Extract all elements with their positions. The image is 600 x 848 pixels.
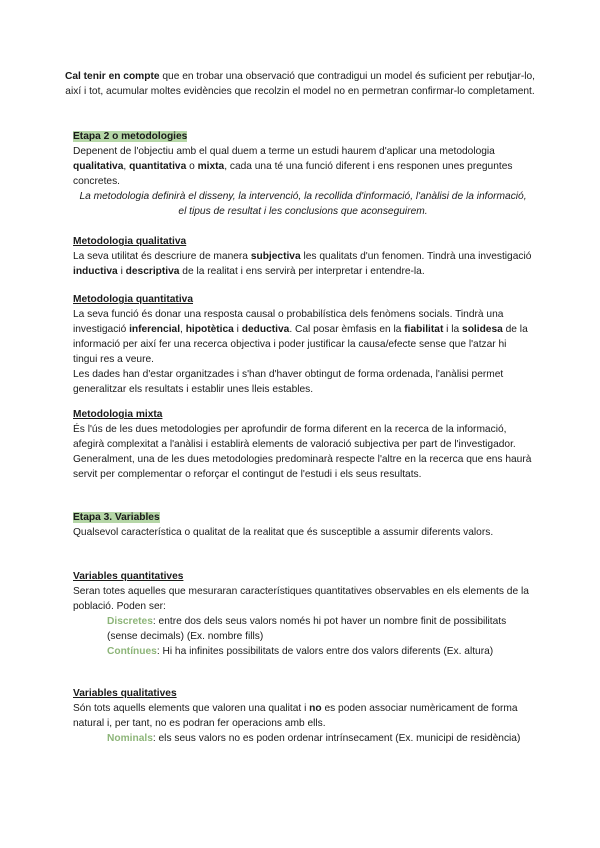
bold-term: inferencial xyxy=(129,324,181,335)
heading-etapa-2: Etapa 2 o metodologies xyxy=(73,131,188,142)
continues-label: Contínues xyxy=(107,646,157,657)
bold-term: solidesa xyxy=(462,324,503,335)
bold-term: hipotètica xyxy=(185,324,234,335)
section-qualitativa xyxy=(73,234,533,279)
heading-etapa-3: Etapa 3. Variables xyxy=(73,512,160,523)
bold-term: no xyxy=(309,703,322,714)
bold-term: fiabilitat xyxy=(404,324,444,335)
nominals-item xyxy=(73,731,533,746)
section-variables-quantitatives xyxy=(73,569,533,659)
intro-text: que en trobar una observació que contradigui un model és suficient per rebutjar-lo, així i tot, acumular moltes evidències que recolzin el model no en permetran confirmar-lo completament. xyxy=(65,71,535,97)
text-run: les qualitats d'un fenomen. Tindrà una investigació xyxy=(300,251,532,262)
discretes-label: Discretes xyxy=(107,616,153,627)
section-quantitativa xyxy=(73,292,533,397)
text-run: i xyxy=(233,324,242,335)
text-run: Depenent de l'objectiu amb el qual duem a terme un estudi haurem d'aplicar una metodologia xyxy=(73,146,495,157)
mixta-paragraph-1: És l'ús de les dues metodologies per aprofundir de forma diferent en la recerca de la informació, afegirà complexitat a l'anàlisi i establirà elements de valoració subjectiva per part de l'investigador. xyxy=(73,424,516,450)
bold-term: deductiva xyxy=(241,324,290,335)
text-run: , xyxy=(123,161,130,172)
text-run: , xyxy=(180,324,186,335)
variables-quantitatives-paragraph: Seran totes aquelles que mesuraran característiques quantitatives observables en els elements de la població. Poden ser: xyxy=(73,586,529,612)
intro-bold: Cal tenir en compte xyxy=(64,71,160,82)
heading-variables-qualitatives: Variables qualitatives xyxy=(73,688,177,699)
section-etapa-3 xyxy=(73,510,533,540)
text-run: : els seus valors no es poden ordenar intrínsecament (Ex. municipi de residència) xyxy=(152,733,521,744)
discretes-item xyxy=(73,614,533,644)
etapa-2-paragraph xyxy=(73,144,533,189)
text-run: La seva utilitat és descriure de manera xyxy=(73,251,251,262)
variables-qualitatives-paragraph xyxy=(73,701,533,731)
heading-metodologia-mixta: Metodologia mixta xyxy=(73,409,163,420)
text-run: o xyxy=(186,161,198,172)
continues-item xyxy=(73,644,533,659)
bold-term: qualitativa xyxy=(73,161,124,172)
mixta-paragraph-2: Generalment, una de les dues metodologies predominarà respecte l'altre en la recerca que ens haurà servit per complementar o reforçar el contingut de l'estudi i els seus resultats. xyxy=(73,454,532,480)
text-run: es poden associar numèricament de forma natural i, per tant, no es podran fer operacions amb ells. xyxy=(73,703,518,729)
bold-term: subjectiva xyxy=(250,251,301,262)
section-etapa-2 xyxy=(73,129,533,219)
heading-metodologia-quantitativa: Metodologia quantitativa xyxy=(73,294,193,305)
quantitativa-paragraph-1 xyxy=(73,307,533,367)
bold-term: descriptiva xyxy=(125,266,180,277)
bold-term: inductiva xyxy=(73,266,118,277)
bold-term: mixta xyxy=(197,161,225,172)
text-run: : Hi ha infinites possibilitats de valors entre dos valors diferents (Ex. altura) xyxy=(156,646,494,657)
intro-paragraph xyxy=(60,69,540,99)
text-run: i xyxy=(117,266,126,277)
text-run: : entre dos dels seus valors només hi pot haver un nombre finit de possibilitats (sense decimals) (Ex. nombre fills) xyxy=(107,616,507,642)
text-run: de la informació per així fer una recerca objectiva i poder justificar la causa/efecte sense que l'atzar hi tingui res a veure. xyxy=(73,324,528,365)
section-mixta xyxy=(73,407,533,482)
qualitativa-paragraph xyxy=(73,249,533,279)
etapa-2-quote: La metodologia definirà el disseny, la intervenció, la recollida d'informació, l'anàlisi de la informació, el tipus de resultat i les conclusions que aconseguirem. xyxy=(79,191,527,217)
text-run: de la realitat i ens servirà per interpretar i entendre-la. xyxy=(179,266,425,277)
text-run: i la xyxy=(443,324,463,335)
text-run: . Cal posar èmfasis en la xyxy=(289,324,405,335)
etapa-3-paragraph: Qualsevol característica o qualitat de la realitat que és susceptible a assumir diferents valors. xyxy=(73,527,494,538)
bold-term: quantitativa xyxy=(129,161,187,172)
quantitativa-paragraph-2: Les dades han d'estar organitzades i s'han d'haver obtingut de forma ordenada, l'anàlisi permet generalitzar els resultats i establir unes lleis estables. xyxy=(73,369,504,395)
nominals-label: Nominals xyxy=(107,733,153,744)
text-run: La seva funció és donar una resposta causal o probabilística dels fenòmens socials. Tindrà una investigació xyxy=(73,309,504,335)
heading-metodologia-qualitativa: Metodologia qualitativa xyxy=(73,236,187,247)
section-variables-qualitatives xyxy=(73,686,533,746)
text-run: Són tots aquells elements que valoren una qualitat i xyxy=(73,703,310,714)
text-run: , cada una té una funció diferent i ens responen unes preguntes concretes. xyxy=(73,161,513,187)
heading-variables-quantitatives: Variables quantitatives xyxy=(73,571,184,582)
